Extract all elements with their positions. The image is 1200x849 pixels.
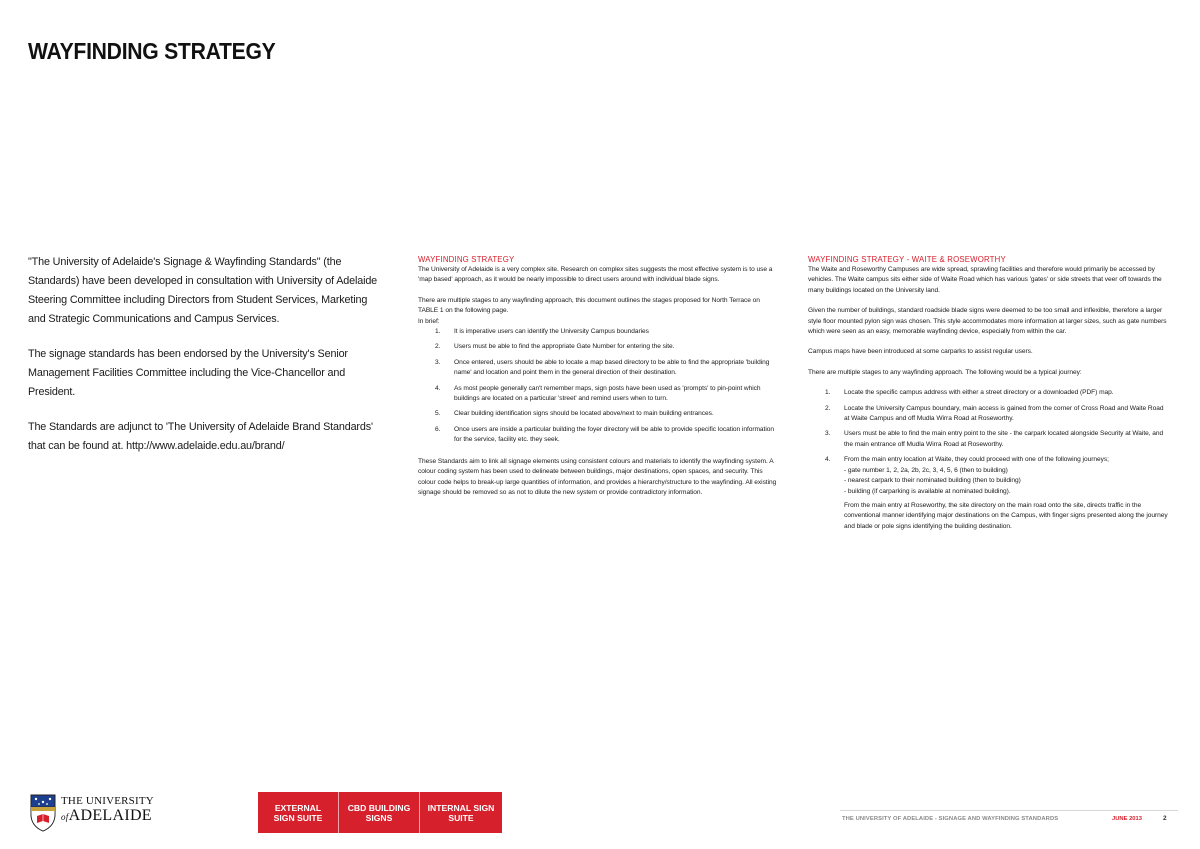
section-heading: WAYFINDING STRATEGY [418,255,515,264]
page-title: WAYFINDING STRATEGY [28,38,276,64]
section-heading: WAYFINDING STRATEGY - WAITE & ROSEWORTHY [808,255,1006,264]
logo-adelaide: ADELAIDE [68,807,152,824]
list-text: Once users are inside a particular building the foyer directory will be able to provide specific location information for the service, facility etc. they seek. [454,425,774,444]
list-item [418,425,780,446]
roseworthy-journey-text: From the main entry at Roseworthy, the site directory on the main road onto the site, directs traffic in the conventional manner identifying major destinations on the Campus, with finger signs presented along the journey and blade or pole signs identifying the building destination. [844,501,1168,530]
list-text: Once entered, users should be able to locate a map based directory to be able to find the appropriate 'building name' and location and point them in the general direction of their destination. [454,358,770,377]
intro-text [28,253,383,472]
university-logo[interactable] [30,794,160,836]
list-item [418,384,780,405]
journey-option: - building (if carparking is available at nominated building). [844,487,1011,495]
list-number: 3. [435,358,441,366]
list-number: 1. [435,328,441,336]
list-number: 2. [435,343,441,351]
footer-divider [840,810,1178,811]
stages-list [418,327,780,446]
list-item [808,429,1168,450]
intro-paragraph-2: The signage standards has been endorsed by the University's Senior Management Facilities Committee including the Vice-Chancellor and President. [28,348,348,398]
paragraph: There are multiple stages to any wayfinding approach, this document outlines the stages proposed for North Terrace on TABLE 1 on the following page. [418,296,760,315]
list-text: It is imperative users can identify the University Campus boundaries [454,328,649,336]
university-crest-icon [30,794,56,832]
list-item [418,409,780,419]
logo-of: of [61,812,69,822]
sign-suite-tabs [258,792,502,833]
page-number: 2 [1163,815,1167,822]
footer-date: JUNE 2013 [1112,816,1142,822]
list-text: Locate the University Campus boundary, main access is gained from the corner of Cross Road and Waite Road at Waite Campus and off Mudla Wirra Road at Roseworthy. [844,404,1164,423]
waite-roseworthy-column [808,255,1168,543]
list-text-main: From the main entry location at Waite, they could proceed with one of the following journeys; [844,456,1109,464]
tab-external-sign-suite[interactable]: EXTERNAL SIGN SUITE [258,792,339,833]
logo-line-2 [61,807,154,826]
journey-option: - nearest carpark to their nominated building (then to building) [844,477,1021,485]
list-number: 2. [825,404,831,412]
logo-line-1: THE UNIVERSITY [61,795,154,807]
list-item [808,388,1168,398]
list-text: Users must be able to find the main entry point to the site - the carpark located alongside Security at Waite, and the main entrance off Mudla Wirra Road at Roseworthy. [844,430,1164,448]
tab-cbd-building-signs[interactable]: CBD BUILDING SIGNS [339,792,420,833]
in-brief-label: In brief: [418,317,440,325]
list-item [808,455,1168,532]
list-number: 1. [825,389,831,397]
list-number: 3. [825,430,831,438]
journey-option: - gate number 1, 2, 2a, 2b, 2c, 3, 4, 5, 6 (then to building) [844,466,1008,474]
intro-paragraph-1: "The University of Adelaide's Signage & Wayfinding Standards" (the Standards) have been developed in consultation with University of Adelaide Steering Committee including Directors from Student Services, Marketing and Strategic Communications and Campus Services. [28,256,378,325]
list-text: As most people generally can't remember maps, sign posts have been used as 'prompts' to pin-point which buildings are located on a particular 'street' and remind users when to turn. [454,384,761,403]
wayfinding-strategy-column [418,255,780,508]
list-text [844,455,1168,532]
paragraph: The University of Adelaide is a very complex site. Research on complex sites suggests the most effective system is to use a 'map based' approach, as it would be nearly impossible to direct users around with individual blade signs. [418,266,773,284]
list-number: 4. [435,384,441,392]
list-number: 4. [825,456,831,464]
list-text: Locate the specific campus address with either a street directory or a downloaded (PDF) map. [844,389,1114,397]
paragraph: There are multiple stages to any wayfinding approach. The following would be a typical journey: [808,368,1082,376]
footer-document-title: THE UNIVERSITY OF ADELAIDE - SIGNAGE AND WAYFINDING STANDARDS [842,816,1059,822]
logo-wordmark [61,796,154,826]
list-number: 6. [435,425,441,433]
list-item [418,358,780,379]
journey-list [808,388,1168,532]
list-item [418,342,780,352]
paragraph: Given the number of buildings, standard roadside blade signs were deemed to be too small and inflexible, therefore a larger style floor mounted pylon sign was chosen. This style accommodates more information at larger sizes, such as gate numbers which were seen as an easy, memorable wayfinding device, especially from within the car. [808,307,1167,336]
paragraph: The Waite and Roseworthy Campuses are wide spread, sprawling facilities and therefore would primarily be accessed by vehicles. The Waite campus sits either side of Waite Road which has various 'gates' or side streets that veer off towards the many buildings located on the University land. [808,266,1162,294]
list-item [418,327,780,337]
intro-paragraph-3: The Standards are adjunct to 'The University of Adelaide Brand Standards' that can be found at. http://www.adelaide.edu.au/brand/ [28,421,373,452]
list-text: Clear building identification signs should be located above/next to main building entrances. [454,410,714,418]
list-text: Users must be able to find the appropriate Gate Number for entering the site. [454,343,675,351]
paragraph: Campus maps have been introduced at some carparks to assist regular users. [808,348,1033,356]
list-item [808,404,1168,425]
list-number: 5. [435,410,441,418]
tab-internal-sign-suite[interactable]: INTERNAL SIGN SUITE [420,792,502,833]
paragraph: These Standards aim to link all signage elements using consistent colours and materials to identify the wayfinding system. A colour coding system has been used to delineate between buildings, major destinations, open spaces, and security. This colour code helps to break-up large quantities of information, and provides a hierarchy/structure to the wayfinding. All existing signage should be removed so as not to dilute the new system or provide contradictory information. [418,457,777,496]
